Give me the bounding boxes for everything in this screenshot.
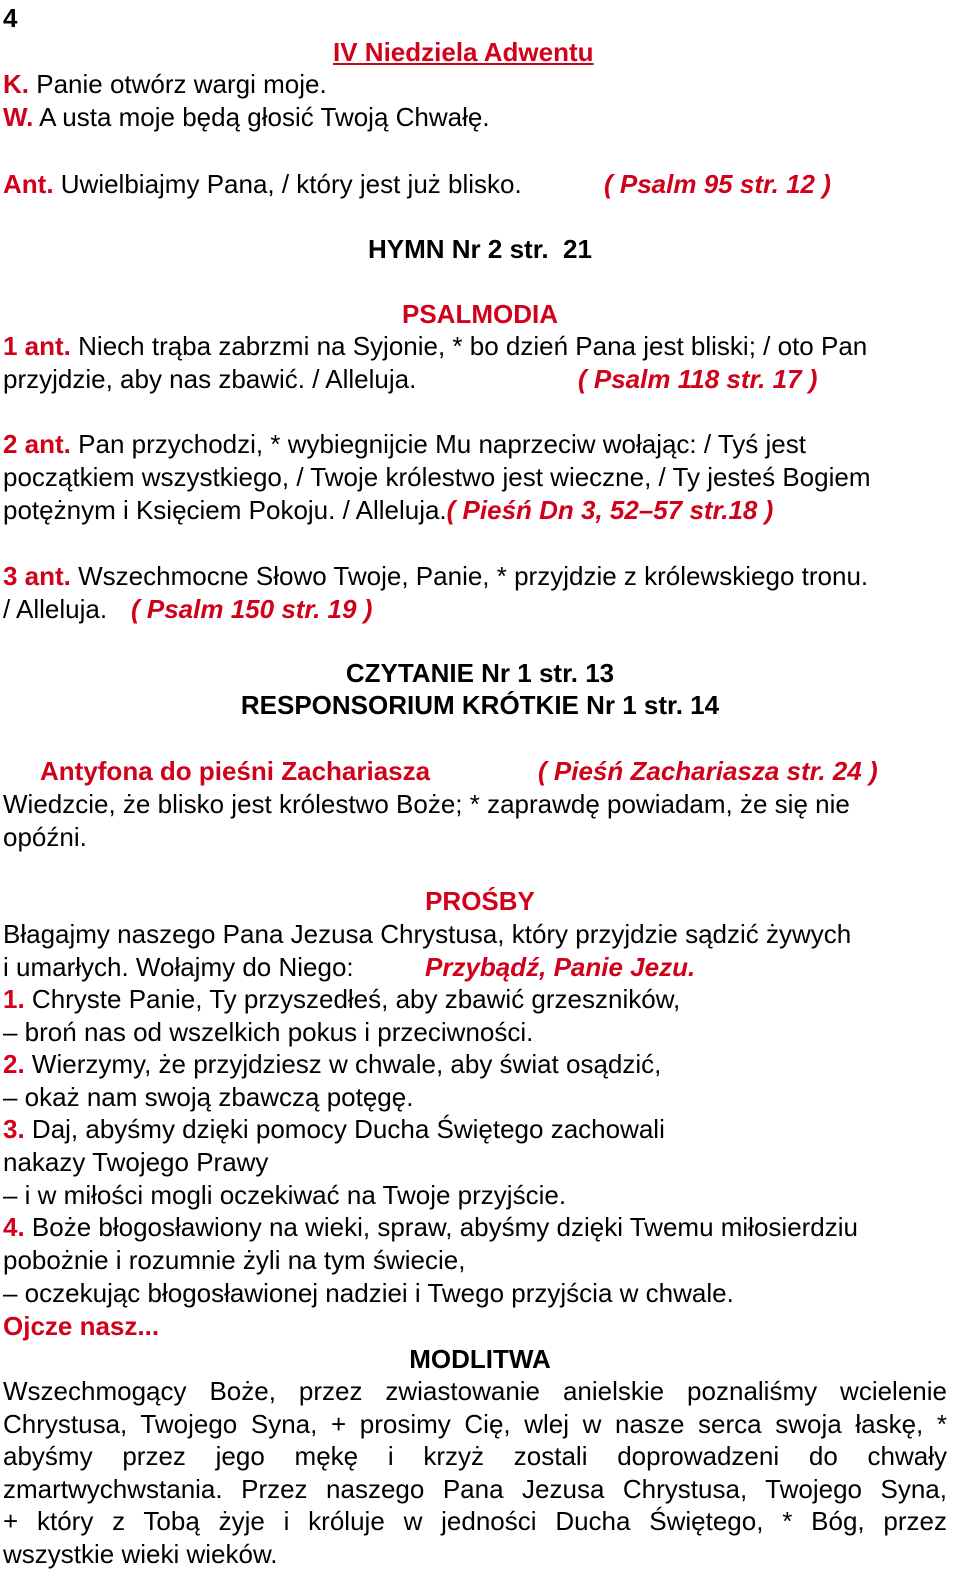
intercession-4-line-1 [3,1211,858,1244]
invitatory-antiphon [3,168,522,201]
intercession-text: Daj, abyśmy dzięki pomocy Ducha Świętego zachowali [24,1114,665,1144]
intercessions-intro-line-2: i umarłych. Wołajmy do Niego: [3,952,354,982]
page-number: 4 [3,3,18,33]
antiphon-2-line-3 [3,494,773,527]
antiphon-text: potężnym i Księciem Pokoju. / Alleluja. [3,495,447,525]
antiphon-text: Uwielbiajmy Pana, / który jest już blisko. [53,169,522,199]
intercessions-intro-line-1: Błagajmy naszego Pana Jezusa Chrystusa, który przyjdzie sądzić żywych [3,919,852,949]
intercession-3-line-3: – i w miłości mogli oczekiwać na Twoje przyjście. [3,1180,567,1210]
antiphon-text: Wszechmocne Słowo Twoje, Panie, * przyjdzie z królewskiego tronu. [70,561,869,591]
page-title: IV Niedziela Adwentu [333,37,594,67]
intercession-4-line-3: – oczekując błogosławionej nadziei i Twego przyjścia w chwale. [3,1278,734,1308]
antiphon-1-line-1 [3,330,867,363]
benedictus-antiphon-line-2: opóźni. [3,822,87,852]
antiphon-1-line-2: przyjdzie, aby nas zbawić. / Alleluja. [3,364,417,394]
response-text: A usta moje będą głosić Twoją Chwałę. [33,102,490,132]
prayer-line-1: Wszechmogący Boże, przez zwiastowanie anielskie poznaliśmy wcielenie [3,1376,947,1406]
opening-versicle [3,68,327,101]
benedictus-reference: ( Pieśń Zachariasza str. 24 ) [538,756,878,786]
antiphon-3-reference: ( Psalm 150 str. 19 ) [131,594,373,624]
antiphon-2-line-2: początkiem wszystkiego, / Twoje królestwo jest wieczne, / Ty jesteś Bogiem [3,462,871,492]
antiphon-label: Ant. [3,169,54,199]
intercession-number: 2. [3,1049,25,1079]
antiphon-text: Niech trąba zabrzmi na Syjonie, * bo dzień Pana jest bliski; / oto Pan [70,331,868,361]
antiphon-label: 1 ant. [3,331,71,361]
prayer-line-6: wszystkie wieki wieków. [3,1539,278,1569]
intercession-2-line-1 [3,1048,661,1081]
reading-heading: CZYTANIE Nr 1 str. 13 [345,658,615,688]
intercession-3-line-1 [3,1113,665,1146]
intercessions-heading: PROŚBY [425,886,535,916]
intercession-1-line-1 [3,983,680,1016]
intercessions-response: Przybądź, Panie Jezu. [425,952,696,982]
intercession-number: 4. [3,1212,25,1242]
hymn-heading: HYMN Nr 2 str. 21 [368,234,592,264]
prayer-line-4: zmartwychwstania. Przez naszego Pana Jezusa Chrystusa, Twojego Syna, [3,1474,947,1504]
antiphon-2-line-1 [3,428,806,461]
versicle-text: Panie otwórz wargi moje. [29,69,327,99]
intercession-4-line-2: pobożnie i rozumnie żyli na tym świecie, [3,1245,466,1275]
benedictus-heading: Antyfona do pieśni Zachariasza [40,756,431,786]
intercession-3-line-2: nakazy Twojego Prawy [3,1147,269,1177]
intercession-text: Boże błogosławiony na wieki, spraw, abyśmy dzięki Twemu miłosierdziu [24,1212,859,1242]
versicle-marker: K. [3,69,29,99]
opening-response [3,101,490,134]
our-father: Ojcze nasz... [3,1311,160,1341]
benedictus-antiphon-line-1: Wiedzcie, że blisko jest królestwo Boże; * zaprawdę powiadam, że się nie [3,789,850,819]
invitatory-reference: ( Psalm 95 str. 12 ) [604,169,831,199]
intercession-2-line-2: – okaż nam swoją zbawczą potęgę. [3,1082,414,1112]
prayer-line-5: + który z Tobą żyje i króluje w jedności Ducha Świętego, * Bóg, przez [3,1506,947,1536]
intercession-1-line-2: – broń nas od wszelkich pokus i przeciwności. [3,1017,534,1047]
antiphon-text: Pan przychodzi, * wybiegnijcie Mu naprzeciw wołając: / Tyś jest [70,429,806,459]
responsory-heading: RESPONSORIUM KRÓTKIE Nr 1 str. 14 [240,690,720,720]
response-marker: W. [3,102,34,132]
antiphon-1-reference: ( Psalm 118 str. 17 ) [578,364,818,394]
prayer-line-2: Chrystusa, Twojego Syna, + prosimy Cię, wlej w nasze serca swoja łaskę, * [3,1409,947,1439]
antiphon-2-reference: ( Pieśń Dn 3, 52–57 str.18 ) [446,495,774,525]
antiphon-label: 2 ant. [3,429,71,459]
antiphon-label: 3 ant. [3,561,71,591]
intercession-text: Wierzymy, że przyjdziesz w chwale, aby świat osądzić, [24,1049,662,1079]
psalmody-heading: PSALMODIA [402,299,558,329]
prayer-line-3: abyśmy przez jego mękę i krzyż zostali doprowadzeni do chwały [3,1441,947,1471]
antiphon-3-line-1 [3,560,868,593]
intercession-text: Chryste Panie, Ty przyszedłeś, aby zbawić grzeszników, [24,984,681,1014]
antiphon-3-line-2: / Alleluja. [3,594,108,624]
prayer-heading: MODLITWA [409,1344,551,1374]
intercession-number: 1. [3,984,25,1014]
intercession-number: 3. [3,1114,25,1144]
